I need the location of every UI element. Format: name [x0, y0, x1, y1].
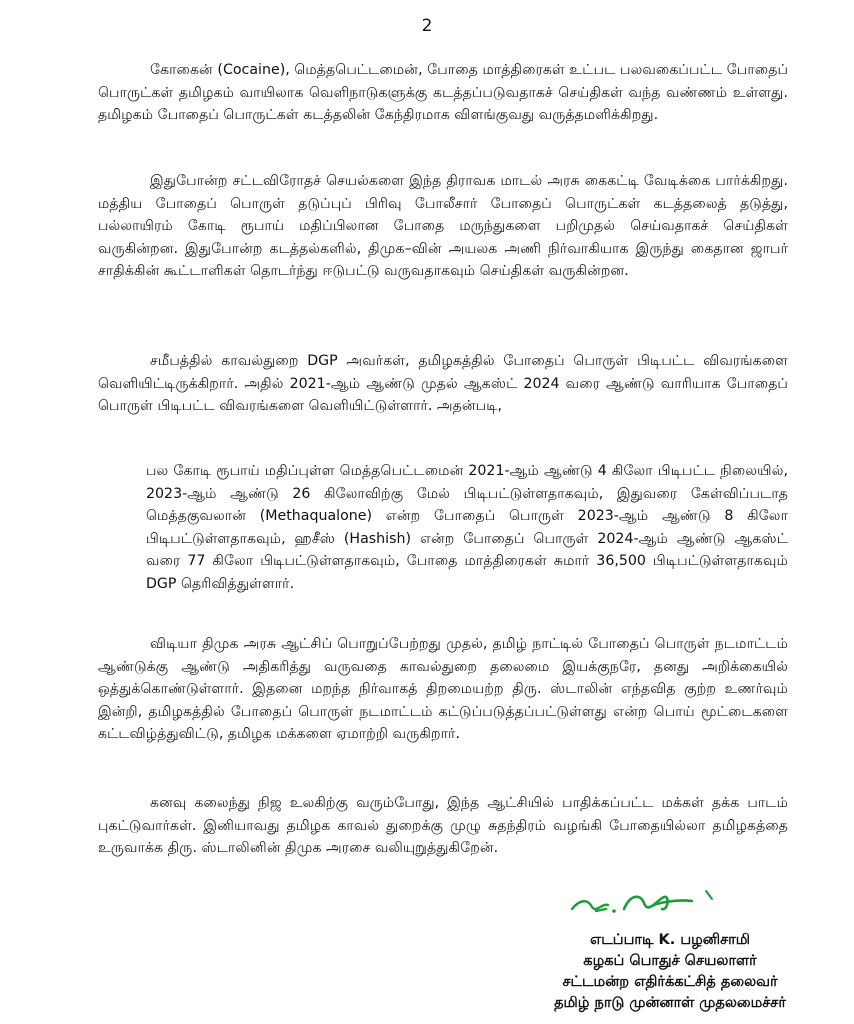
- signatory-title-3: தமிழ் நாடு முன்னாள் முதலமைச்சர்: [554, 995, 786, 1011]
- paragraph-3: சமீபத்தில் காவல்துறை DGP அவர்கள், தமிழகத்தில் போதைப் பொருள் பிடிபட்ட விவரங்களை வெளியிட்டிருக்கிறார். அதில் 2021-ஆம் ஆண்டு முதல் ஆகஸ்ட் 2024 வரை ஆண்டு வாரியாக போதைப் பொருள் பிடிபட்ட விவரங்களை வெளியிட்டுள்ளார். அதன்படி,: [98, 353, 788, 414]
- paragraph-5: விடியா திமுக அரசு ஆட்சிப் பொறுப்பேற்றது முதல், தமிழ் நாட்டில் போதைப் பொருள் நடமாட்டம் ஆண்டுக்கு ஆண்டு அதிகரித்து வருவதை காவல்துறை தலைமை இயக்குநரே, தனது அறிக்கையில் ஒத்துக்கொண்டுள்ளார். இதனை மறந்த நிர்வாகத் திறமையற்ற திரு. ஸ்டாலின் எந்தவித குற்ற உணர்வும் இன்றி, தமிழகத்தில் போதைப் பொருள் நடமாட்டம் கட்டுப்படுத்தப்பட்டுள்ளது என்ற பொய் மூட்டைகளை கட்டவிழ்த்துவிட்டு, தமிழக மக்களை ஏமாற்றி வருகிறார்.: [98, 636, 788, 742]
- paragraph-4-quoted: பல கோடி ரூபாய் மதிப்புள்ள மெத்தபெட்டமைன் 2021-ஆம் ஆண்டு 4 கிலோ பிடிபட்ட நிலையில், 2023-ஆம் ஆண்டு 26 கிலோவிற்கு மேல் பிடிபட்டுள்ளதாகவும், இதுவரை கேள்விப்படாத மெத்தகுவலான் (Methaqualone) என்ற போதைப் பொருள் 2023-ஆம் ஆண்டு 8 கிலோ பிடிபட்டுள்ளதாகவும், ஹசீஸ் (Hashish) என்ற போதைப் பொருள் 2024-ஆம் ஆண்டு ஆகஸ்ட் வரை 77 கிலோ பிடிபட்டுள்ளதாகவும், போதை மாத்திரைகள் சுமார் 36,500 பிடிபட்டுள்ளதாகவும் DGP தெரிவித்துள்ளார்.: [146, 463, 788, 592]
- signatory-name: எடப்பாடி K. பழனிசாமி: [589, 932, 751, 948]
- paragraph-1: கோகைன் (Cocaine), மெத்தபெட்டமைன், போதை மாத்திரைகள் உட்பட பலவகைப்பட்ட போதைப் பொருட்கள் தமிழகம் வாயிலாக வெளிநாடுகளுக்கு கடத்தப்படுவதாகச் செய்திகள் வந்த வண்ணம் உள்ளது. தமிழகம் போதைப் பொருட்கள் கடத்தலின் கேந்திரமாக விளங்குவது வருத்தமளிக்கிறது.: [98, 62, 788, 123]
- handwritten-signature: [566, 885, 726, 925]
- signatory-title-1: கழகப் பொதுச் செயலாளர்: [583, 953, 757, 969]
- paragraph-2: இதுபோன்ற சட்டவிரோதச் செயல்களை இந்த திராவக மாடல் அரசு கைகட்டி வேடிக்கை பார்க்கிறது. மத்திய போதைப் பொருள் தடுப்புப் பிரிவு போலீசார் போதைப் பொருட்கள் கடத்தலைத் தடுத்து, பல்லாயிரம் கோடி ரூபாய் மதிப்பிலான போதை மருந்துகளை பறிமுதல் செய்வதாகச் செய்திகள் வருகின்றன. இதுபோன்ற கடத்தல்களில், திமுக–வின் அயலக அணி நிர்வாகியாக இருந்து கைதான ஜாபர் சாதிக்கின் கூட்டாளிகள் தொடர்ந்து ஈடுபட்டு வருவதாகவும் செய்திகள் வருகின்றன.: [98, 173, 788, 279]
- paragraph-6: கனவு கலைந்து நிஜ உலகிற்கு வரும்போது, இந்த ஆட்சியில் பாதிக்கப்பட்ட மக்கள் தக்க பாடம் புகட்டுவார்கள். இனியாவது தமிழக காவல் துறைக்கு முழு சுதந்திரம் வழங்கி போதையில்லா தமிழகத்தை உருவாக்க திரு. ஸ்டாலினின் திமுக அரசை வலியுறுத்துகிறேன்.: [98, 795, 788, 856]
- signatory-title-2: சட்டமன்ற எதிர்க்கட்சித் தலைவர்: [562, 974, 778, 990]
- page-number: 2: [421, 16, 433, 36]
- signature-block: [520, 930, 820, 1014]
